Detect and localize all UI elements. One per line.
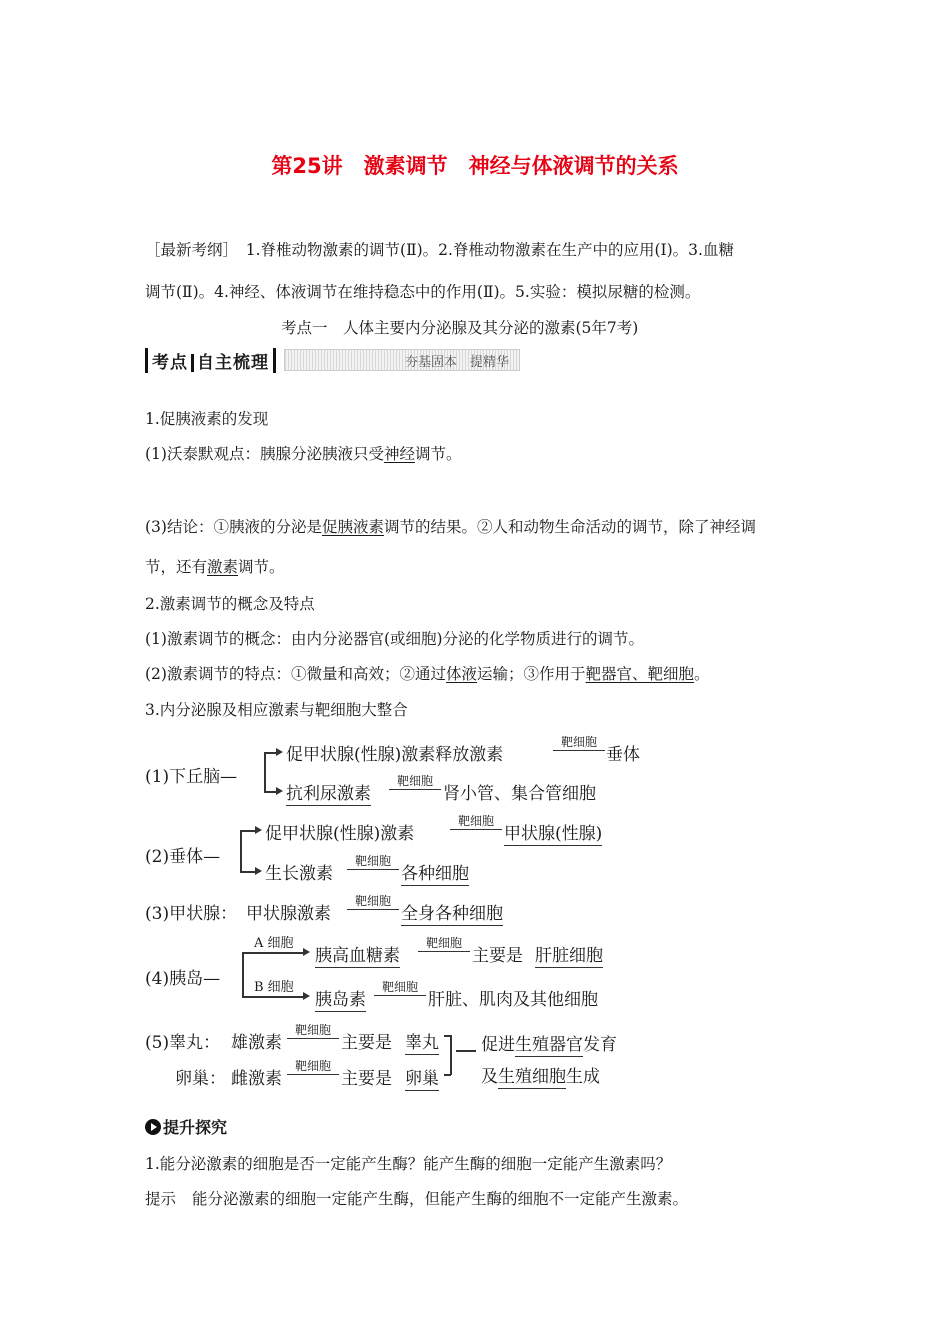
s2-item2: (2)激素调节的特点：①微量和高效；②通过体液运输；③作用于靶器官、靶细胞。 <box>145 665 710 683</box>
s3-heading: 3.内分泌腺及相应激素与靶细胞大整合 <box>145 701 408 719</box>
play-circle-icon <box>145 1119 161 1135</box>
g4-b-target: 肝脏、肌肉及其他细胞 <box>428 990 598 1010</box>
answer-blank: 神经 <box>383 445 415 463</box>
s2-heading: 2.激素调节的概念及特点 <box>145 595 315 613</box>
g4-arrow-b <box>303 992 310 1000</box>
banner-slogan: 夯基固本 提精华 <box>404 354 509 370</box>
g1-bracket <box>264 752 266 792</box>
answer-label: 提示 <box>145 1190 177 1208</box>
g1-arrow-a <box>276 748 283 756</box>
g2-arrow-b <box>255 867 262 875</box>
g1-b: 抗利尿激素 <box>286 779 371 806</box>
g1-arrow-b <box>276 787 283 795</box>
g4-b-cell: B 细胞 <box>254 980 294 995</box>
g4-bracket <box>242 952 244 997</box>
g2-a-target: 甲状腺(性腺) <box>504 819 602 846</box>
g2-a-relation: 靶细胞 <box>450 815 502 830</box>
answer-blank: 促胰液素 <box>321 518 384 536</box>
g4-a-cell: A 细胞 <box>254 936 294 951</box>
g5-b-target: 卵巢 <box>405 1064 439 1091</box>
section-heading: 考点一 人体主要内分泌腺及其分泌的激素(5年7考) <box>281 319 639 337</box>
g5-a: 雄激素 <box>231 1033 282 1053</box>
g2-arrow-a <box>255 826 262 834</box>
page-title: 第25讲 激素调节 神经与体液调节的关系 <box>271 154 679 178</box>
g4-a: 胰高血糖素 <box>315 941 400 968</box>
g5-label2: 卵巢： <box>175 1069 226 1089</box>
g1-b-relation: 靶细胞 <box>389 775 441 790</box>
g4-a-target: 肝脏细胞 <box>535 941 603 968</box>
g2-bracket <box>240 830 242 872</box>
s1-item3: (3)结论：①胰液的分泌是促胰液素调节的结果。②人和动物生命活动的调节，除了神经调 <box>145 518 756 536</box>
g4-b-relation: 靶细胞 <box>374 981 426 996</box>
g4-a-target-prefix: 主要是 <box>472 946 523 966</box>
g5-b: 雌激素 <box>231 1069 282 1089</box>
banner-strip <box>284 349 520 371</box>
g5-effect-1: 促进生殖器官发育 <box>481 1035 617 1055</box>
outline-line-2: 调节(Ⅱ)。4.神经、体液调节在维持稳态中的作用(Ⅱ)。5.实验：模拟尿糖的检测。 <box>145 283 701 301</box>
g5-b-target-prefix: 主要是 <box>341 1069 392 1089</box>
g2-b-relation: 靶细胞 <box>347 855 399 870</box>
g1-label: (1)下丘脑— <box>145 767 238 787</box>
g2-b: 生长激素 <box>265 864 333 884</box>
g4-a-relation: 靶细胞 <box>418 937 470 952</box>
g5-b-relation: 靶细胞 <box>287 1060 339 1075</box>
g5-a-target: 睾丸 <box>405 1028 439 1055</box>
s1-item3-line2: 节，还有激素调节。 <box>145 558 285 576</box>
g5-a-target-prefix: 主要是 <box>341 1033 392 1053</box>
g1-a-target: 垂体 <box>606 745 640 765</box>
g3-a-target: 全身各种细胞 <box>401 899 503 926</box>
g5-bracket <box>450 1035 452 1075</box>
g3-a: 甲状腺激素 <box>246 904 331 924</box>
g5-label: (5)睾丸： <box>145 1033 221 1053</box>
g2-b-target: 各种细胞 <box>401 859 469 886</box>
explore-heading: 提升探究 <box>145 1115 227 1138</box>
g1-a: 促甲状腺(性腺)激素释放激素 <box>286 745 504 765</box>
g5-effect-2: 及生殖细胞生成 <box>481 1067 600 1087</box>
answer-blank: 激素 <box>207 558 239 576</box>
s2-item1: (1)激素调节的概念：由内分泌器官(或细胞)分泌的化学物质进行的调节。 <box>145 630 645 648</box>
g1-b-target: 肾小管、集合管细胞 <box>443 784 596 804</box>
g4-label: (4)胰岛— <box>145 969 221 989</box>
g4-b: 胰岛素 <box>315 985 366 1012</box>
explore-q1: 1.能分泌激素的细胞是否一定能产生酶？能产生酶的细胞一定能产生激素吗？ <box>145 1155 672 1173</box>
banner-left: 考点 <box>152 352 188 373</box>
g4-arrow-a <box>303 948 310 956</box>
answer-blank: 靶器官、靶细胞 <box>585 665 695 683</box>
g2-a: 促甲状腺(性腺)激素 <box>265 824 415 844</box>
g5-a-relation: 靶细胞 <box>287 1024 339 1039</box>
g3-a-relation: 靶细胞 <box>347 895 399 910</box>
banner-right: 自主梳理 <box>197 352 269 373</box>
banner-tag <box>145 348 276 373</box>
s1-item1: (1)沃泰默观点：胰腺分泌胰液只受神经调节。 <box>145 445 462 463</box>
banner <box>145 347 520 373</box>
explore-a1: 提示 能分泌激素的细胞一定能产生酶，但能产生酶的细胞不一定能产生激素。 <box>145 1190 689 1208</box>
s1-heading: 1.促胰液素的发现 <box>145 410 269 428</box>
g3-label: (3)甲状腺： <box>145 904 238 924</box>
g1-a-relation: 靶细胞 <box>553 736 605 751</box>
g2-label: (2)垂体— <box>145 847 221 867</box>
outline-line-1: ［最新考纲］ 1.脊椎动物激素的调节(Ⅱ)。2.脊椎动物激素在生产中的应用(Ⅰ)。3.血糖 <box>145 241 734 259</box>
answer-blank: 体液 <box>445 665 477 683</box>
